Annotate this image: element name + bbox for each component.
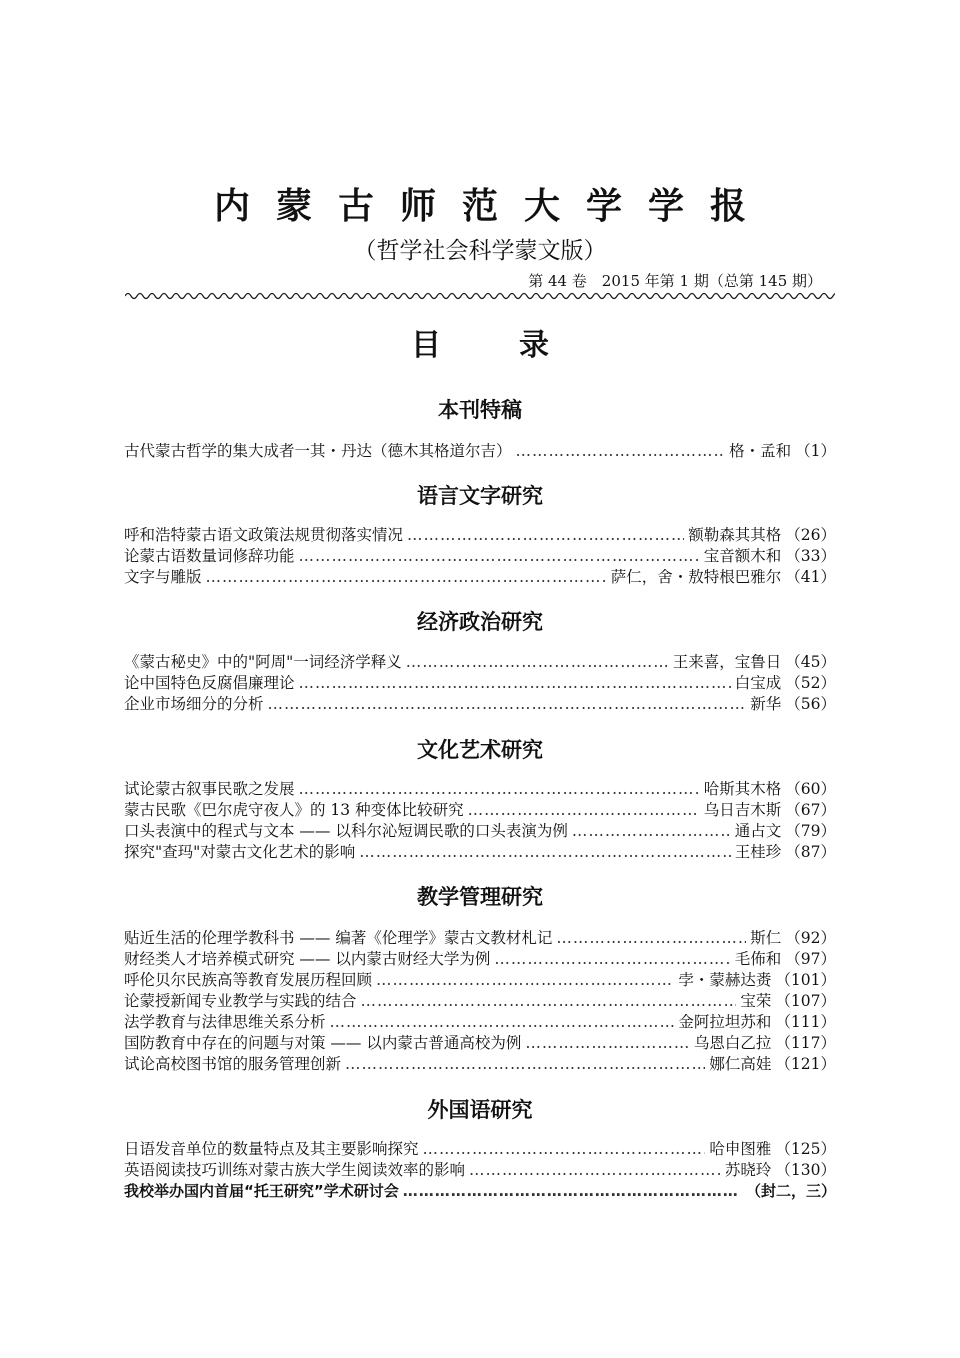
toc-entry[interactable] — [124, 799, 836, 821]
section-title: 本刊特稿 — [438, 398, 522, 422]
entry-page: （56） — [785, 695, 836, 713]
entry-page: （130） — [775, 1161, 836, 1179]
section-title: 教学管理研究 — [417, 885, 543, 909]
leader-dots — [299, 778, 700, 800]
entry-author: 娜仁高娃 — [709, 1055, 772, 1073]
toc-entry[interactable] — [124, 566, 836, 588]
toc-entry[interactable] — [124, 1032, 836, 1054]
entry-title: 古代蒙古哲学的集大成者一其・丹达（德木其格道尔吉） — [124, 442, 512, 460]
leader-dots — [407, 524, 684, 546]
toc-heading-char-2: 录 — [519, 328, 549, 363]
leader-dots — [403, 1180, 738, 1202]
entry-page: （97） — [785, 950, 836, 968]
section-title: 文化艺术研究 — [417, 738, 543, 762]
journal-title: 内蒙古师范大学学报 — [213, 186, 772, 227]
entry-title: 我校举办国内首届“托王研究”学术研讨会 — [124, 1182, 399, 1200]
toc-entry[interactable] — [124, 948, 836, 970]
entry-author: 通占文 — [734, 822, 782, 840]
leader-dots — [359, 841, 730, 863]
entry-author: 乌日吉木斯 — [703, 801, 782, 819]
entry-page: （67） — [785, 801, 836, 819]
journal-subtitle: （哲学社会科学蒙文版） — [353, 238, 607, 264]
entry-title: 国防教育中存在的问题与对策 —— 以内蒙古普通高校为例 — [124, 1034, 522, 1052]
entry-page: （1） — [795, 442, 836, 460]
entry-author: 王来喜，宝鲁日 — [672, 653, 782, 671]
entry-page: （117） — [775, 1034, 836, 1052]
entry-author: 额勒森其其格 — [688, 526, 782, 544]
leader-dots — [345, 1053, 705, 1075]
entry-author: 宝荣 — [740, 992, 772, 1010]
toc-entry[interactable] — [124, 969, 836, 991]
entry-title: 试论蒙古叙事民歌之发展 — [124, 780, 295, 798]
entry-title: 试论高校图书馆的服务管理创新 — [124, 1055, 342, 1073]
toc-entry[interactable] — [124, 990, 836, 1012]
entry-title: 口头表演中的程式与文本 —— 以科尔沁短调民歌的口头表演为例 — [124, 822, 568, 840]
entry-page: （107） — [775, 992, 836, 1010]
entry-author: 新华 — [750, 695, 782, 713]
entry-page: （87） — [785, 843, 836, 861]
leader-dots — [206, 566, 607, 588]
entry-page: （封二，三） — [745, 1182, 836, 1200]
entry-title: 论中国特色反腐倡廉理论 — [124, 674, 295, 692]
entry-author: 王桂珍 — [734, 843, 782, 861]
leader-dots — [525, 1032, 690, 1054]
entry-page: （33） — [785, 547, 836, 565]
leader-dots — [376, 969, 674, 991]
toc-entry[interactable] — [124, 820, 836, 842]
entry-author: 斯仁 — [750, 929, 782, 947]
entry-title: 论蒙古语数量词修辞功能 — [124, 547, 295, 565]
toc-entry[interactable] — [124, 524, 836, 546]
leader-dots — [299, 672, 731, 694]
entry-page: （41） — [785, 568, 836, 586]
entry-page: （101） — [775, 971, 836, 989]
entry-author: 苏晓玲 — [724, 1161, 772, 1179]
entry-author: 格・孟和 — [729, 442, 792, 460]
entry-page: （111） — [775, 1013, 836, 1031]
entry-author: 白宝成 — [734, 674, 782, 692]
wave-divider — [125, 290, 835, 302]
entry-author: 乌恩白乙拉 — [693, 1034, 772, 1052]
toc-entry[interactable] — [124, 545, 836, 567]
toc-entry[interactable] — [124, 693, 836, 715]
entry-page: （26） — [785, 526, 836, 544]
entry-title: 日语发音单位的数量特点及其主要影响探究 — [124, 1140, 419, 1158]
toc-heading-char-1: 目 — [411, 328, 441, 363]
toc-entry[interactable] — [124, 1180, 836, 1202]
leader-dots — [468, 799, 700, 821]
entry-author: 孛・蒙赫达赉 — [678, 971, 772, 989]
leader-dots — [572, 820, 731, 842]
section-title: 外国语研究 — [427, 1098, 533, 1122]
leader-dots — [268, 693, 747, 715]
leader-dots — [423, 1138, 706, 1160]
toc-entry[interactable] — [124, 1159, 836, 1181]
entry-title: 财经类人才培养模式研究 —— 以内蒙古财经大学为例 — [124, 950, 491, 968]
entry-title: 企业市场细分的分析 — [124, 695, 264, 713]
entry-title: 探究"查玛"对蒙古文化艺术的影响 — [124, 843, 356, 861]
entry-page: （79） — [785, 822, 836, 840]
section-title: 语言文字研究 — [417, 484, 543, 508]
entry-title: 法学教育与法律思维关系分析 — [124, 1013, 326, 1031]
entry-title: 《蒙古秘史》中的"阿周"一词经济学释义 — [124, 653, 402, 671]
entry-author: 宝音额木和 — [703, 547, 782, 565]
entry-author: 哈斯其木格 — [703, 780, 782, 798]
section-title: 经济政治研究 — [417, 610, 543, 634]
entry-author: 毛佈和 — [734, 950, 782, 968]
leader-dots — [516, 440, 726, 462]
leader-dots — [361, 990, 737, 1012]
entry-title: 文字与雕版 — [124, 568, 202, 586]
toc-entry[interactable] — [124, 1011, 836, 1033]
entry-title: 蒙古民歌《巴尔虎守夜人》的 13 种变体比较研究 — [124, 801, 464, 819]
toc-entry[interactable] — [124, 778, 836, 800]
leader-dots — [406, 651, 669, 673]
entry-title: 呼伦贝尔民族高等教育发展历程回顾 — [124, 971, 373, 989]
toc-entry[interactable] — [124, 1138, 836, 1160]
entry-title: 论蒙授新闻专业教学与实践的结合 — [124, 992, 357, 1010]
entry-title: 呼和浩特蒙古语文政策法规贯彻落实情况 — [124, 526, 404, 544]
entry-author: 哈申图雅 — [709, 1140, 772, 1158]
issue-info: 第 44 卷 2015 年第 1 期（总第 145 期） — [528, 272, 822, 290]
leader-dots — [556, 927, 746, 949]
leader-dots — [299, 545, 700, 567]
leader-dots — [494, 948, 730, 970]
entry-page: （121） — [775, 1055, 836, 1073]
toc-entry[interactable] — [124, 440, 836, 462]
toc-entry[interactable] — [124, 927, 836, 949]
entry-page: （60） — [785, 780, 836, 798]
toc-entry[interactable] — [124, 841, 836, 863]
entry-author: 金阿拉坦苏和 — [678, 1013, 772, 1031]
entry-author: 萨仁，舍・敖特根巴雅尔 — [610, 568, 782, 586]
entry-page: （45） — [785, 653, 836, 671]
entry-title: 英语阅读技巧训练对蒙古族大学生阅读效率的影响 — [124, 1161, 466, 1179]
toc-entry[interactable] — [124, 651, 836, 673]
leader-dots — [469, 1159, 721, 1181]
toc-entry[interactable] — [124, 672, 836, 694]
entry-title: 贴近生活的伦理学教科书 —— 编著《伦理学》蒙古文教材札记 — [124, 929, 553, 947]
toc-heading — [0, 320, 960, 364]
toc-entry[interactable] — [124, 1053, 836, 1075]
entry-page: （52） — [785, 674, 836, 692]
entry-page: （92） — [785, 929, 836, 947]
leader-dots — [330, 1011, 675, 1033]
entry-page: （125） — [775, 1140, 836, 1158]
